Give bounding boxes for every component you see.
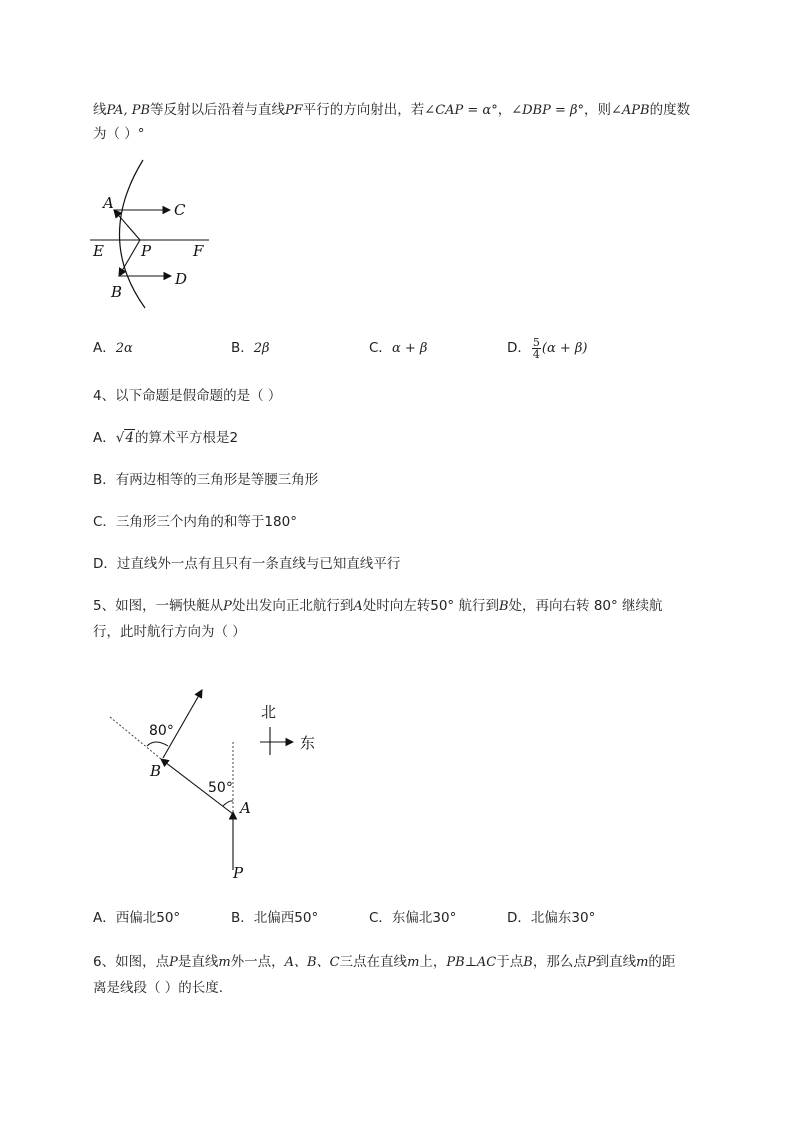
q4-option-c[interactable]: C．三角形三个内角的和等于180° [93, 514, 297, 530]
q3-options [93, 335, 733, 361]
q3-math-cap: ∠CAP = α° [424, 103, 498, 118]
q3-label-e: E [93, 242, 104, 260]
q5-label-p: P [233, 864, 244, 882]
q5-label-80: 80° [149, 723, 174, 739]
q5-angle80-arc [147, 742, 168, 746]
q3-label-a: A [103, 194, 114, 212]
q3-option-d[interactable]: D． $\frac{5}{4}$ (α + β) [507, 335, 588, 361]
q5-angle50-arc [223, 801, 233, 806]
q5-label-a: A [240, 799, 251, 817]
q3-label-f: F [193, 242, 204, 260]
q3-text: ， [497, 102, 512, 118]
q5-compass-east: 东 [300, 734, 316, 752]
q3-text: 线 [93, 102, 107, 118]
q3-math-dbp: ∠DBP = β° [511, 103, 585, 118]
q4-stem: 4、以下命题是假命题的是（ ） [93, 388, 282, 404]
q3-option-c[interactable]: C．α + β [369, 340, 428, 356]
q3-text: 等反射以后沿着与直线 [150, 102, 286, 118]
q5-navigation-figure [105, 680, 335, 885]
q3-option-d-fraction: $\frac{5}{4}$ [532, 335, 540, 361]
q5-option-d[interactable]: D．北偏东30° [507, 910, 596, 926]
q4-option-b[interactable]: B．有两边相等的三角形是等腰三角形 [93, 472, 319, 488]
q3-reflection-figure [85, 158, 225, 313]
q3-label-d: D [175, 270, 188, 288]
q3-text: 平行的方向射出，若 [302, 102, 425, 118]
q4-option-d[interactable]: D．过直线外一点有且只有一条直线与已知直线平行 [93, 556, 401, 572]
q5-options [93, 908, 733, 928]
q5-option-a[interactable]: A．西偏北50° [93, 910, 181, 926]
q6-stem-line-1: 6、如图，点P是直线m外一点，A、B、C三点在直线m上，PB⊥AC于点B，那么点P到直线m的距 [93, 954, 676, 970]
q5-stem-line-2: 行，此时航行方向为（ ） [93, 624, 246, 640]
q5-option-b[interactable]: B．北偏西50° [231, 910, 319, 926]
q3-mirror-arc [119, 160, 145, 308]
q3-label-c: C [174, 201, 186, 219]
q3-stem-line-1 [93, 100, 690, 121]
q6-stem-line-2: 离是线段（ ）的长度. [93, 980, 224, 996]
q3-math-pa-pb: PA, PB [106, 103, 151, 118]
q5-compass-north: 北 [261, 703, 277, 721]
q5-option-c[interactable]: C．东偏北30° [369, 910, 457, 926]
q3-text: 的度数 [649, 102, 691, 118]
q3-label-p: P [141, 242, 152, 260]
q4-sqrt: √4 [115, 430, 134, 446]
q3-option-a[interactable]: A．2α [93, 340, 133, 356]
q3-math-pf: PF [285, 103, 303, 118]
q3-math-apb: ∠APB [611, 103, 650, 118]
q3-option-b[interactable]: B．2β [231, 340, 270, 356]
q5-label-50: 50° [208, 780, 233, 796]
q4-option-a[interactable]: A．√4的算术平方根是2 [93, 430, 239, 446]
q5-label-b: B [150, 762, 162, 780]
q3-text: ，则 [584, 102, 612, 118]
q3-label-b: B [111, 283, 123, 301]
q5-stem-line-1: 5、如图，一辆快艇从P处出发向正北航行到A处时向左转50° 航行到B处，再向右转 80° 继续航 [93, 598, 663, 614]
q3-stem-line-2: 为（ ）° [93, 126, 145, 142]
q3-ray-pa [114, 210, 140, 240]
